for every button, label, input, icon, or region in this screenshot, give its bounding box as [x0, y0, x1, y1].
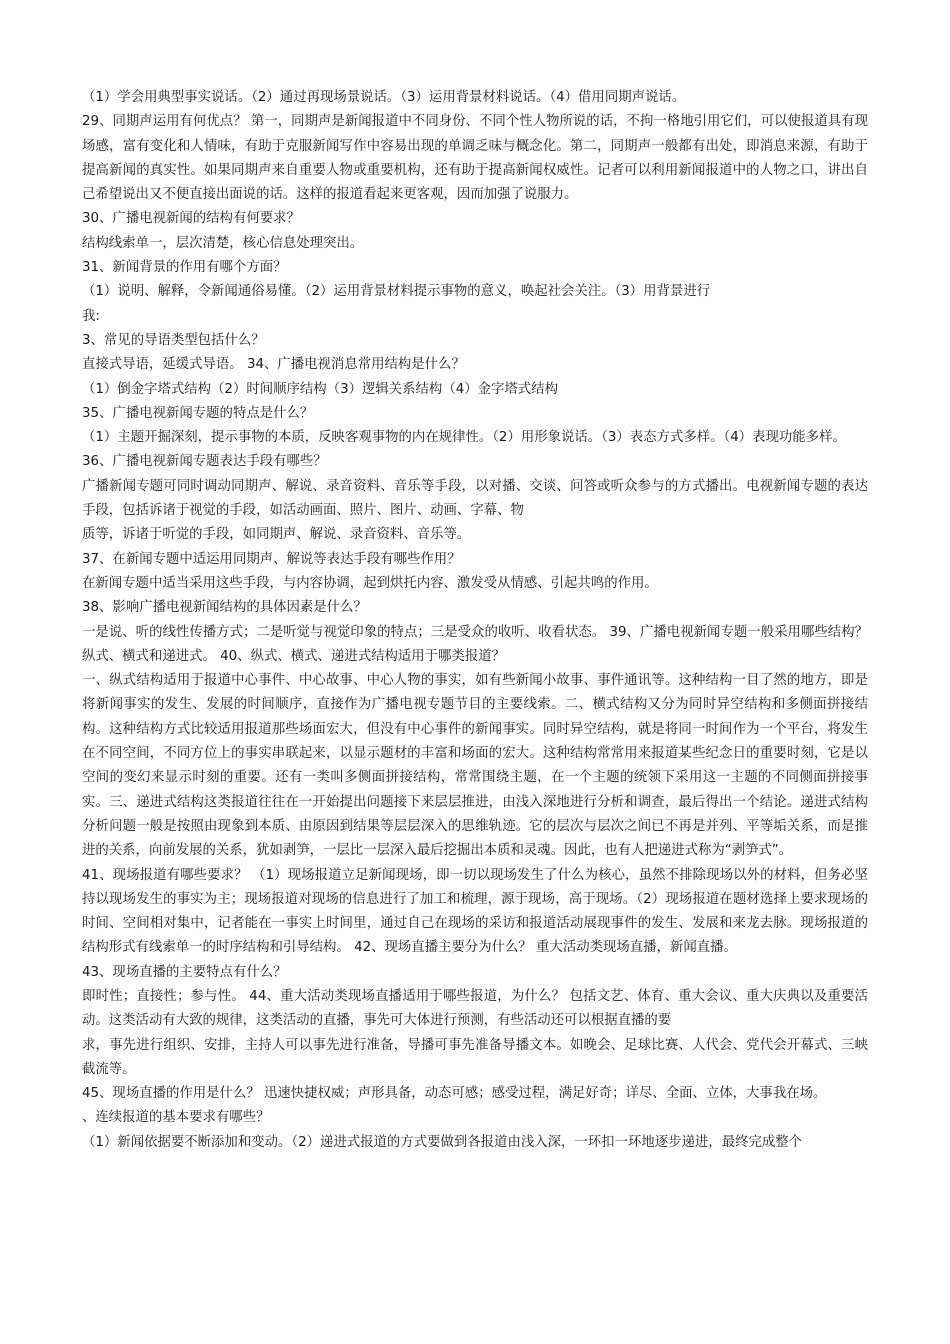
text-line: 一、纵式结构适用于报道中心事件、中心故事、中心人物的事实，如有些新闻小故事、事件通讯等。这种结构一目了然的地方，即是将新闻事实的发生、发展的时间顺序，直接作为广播电视专题节目的主要线索。二、横式结构又分为同时异空结构和多侧面拼接结构。这种结构方式比较适用报道那些场面宏大，但没有中心事件的新闻事实。同时异空结构，就是将同一时间作为一个平台，将发生在不同空间，不同方位上的事实串联起来，以显示题材的丰富和场面的宏大。这种结构常常用来报道某些纪念日的重要时刻，它是以空间的变幻来显示时刻的重要。还有一类叫多侧面拼接结构，常常围绕主题，在一个主题的统领下采用这一主题的不同侧面拼接事实。三、递进式结构这类报道往往在一开始提出问题接下来层层推进，由浅入深地进行分析和调查，最后得出一个结论。递进式结构分析问题一般是按照由现象到本质、由原因到结果等层层深入的思维轨迹。它的层次与层次之间已不再是并列、平等垢关系，而是推进的关系，向前发展的关系，犹如剥笋，一层比一层深入最后挖掘出本质和灵魂。因此，也有人把递进式称为“剥笋式”。	[82, 673, 868, 859]
text-line: 在新闻专题中适当采用这些手段，与内容协调，起到烘托内容、激发受从情感、引起共鸣的作用。	[82, 575, 658, 591]
text-line: （1）主题开掘深刻，提示事物的本质，反映客观事物的内在规律性。（2）用形象说话。（3）表态方式多样。（4）表现功能多样。	[82, 430, 846, 446]
text-line: 3、常见的导语类型包括什么？	[82, 332, 265, 348]
text-line: （1）新闻依据要不断添加和变动。（2）递进式报道的方式要做到各报道由浅入深，一环扣一环地逐步递进，最终完成整个	[82, 1134, 803, 1150]
text-line: 质等，诉诸于听觉的手段，如同期声、解说、录音资料、音乐等。	[82, 527, 471, 543]
text-line: 一是说、听的线性传播方式；二是听觉与视觉印象的特点；三是受众的收听、收看状态。 39、广播电视新闻专题一般采用哪些结构？ 纵式、横式和递进式。 40、纵式、横式、递进式结构适用于哪类报道？	[82, 624, 868, 664]
text-line: （1）说明、解释，令新闻通俗易懂。（2）运用背景材料提示事物的意义，唤起社会关注。（3）用背景进行	[82, 284, 711, 300]
text-line: 、连续报道的基本要求有哪些？	[82, 1110, 270, 1126]
text-line: 38、影响广播电视新闻结构的具体因素是什么？	[82, 600, 367, 616]
text-line: 我:	[82, 308, 100, 324]
text-line: 36、广播电视新闻专题表达手段有哪些？	[82, 454, 327, 470]
text-line: 35、广播电视新闻专题的特点是什么？	[82, 405, 314, 421]
text-line: （1）倒金字塔式结构（2）时间顺序结构（3）逻辑关系结构（4）金字塔式结构	[82, 381, 558, 397]
text-line: 37、在新闻专题中适运用同期声、解说等表达手段有哪些作用？	[82, 551, 461, 567]
text-line: 43、现场直播的主要特点有什么？	[82, 964, 287, 980]
text-line: 30、广播电视新闻的结构有何要求？	[82, 211, 300, 227]
text-line: 45、现场直播的作用是什么？ 迅速快捷权威；声形具备，动态可感；感受过程，满足好奇；详尽、全面、立体，大事我在场。	[82, 1086, 827, 1102]
text-line: 29、同期声运用有何优点？ 第一，同期声是新闻报道中不同身份、不同个性人物所说的话，不拘一格地引用它们，可以使报道具有现场感，富有变化和人情味，有助于克服新闻写作中容易出现的单调乏味与概念化。第二，同期声一般都有出处，即消息来源，有助于提高新闻的真实性。如果同期声来自重要人物或重要机构，还有助于提高新闻权威性。记者可以利用新闻报道中的人物之口，讲出自己希望说出又不便直接出面说的话。这样的报道看起来更客观，因而加强了说服力。	[82, 114, 868, 203]
text-line: 广播新闻专题可同时调动同期声、解说、录音资料、音乐等手段，以对播、交谈、问答或听众参与的方式播出。电视新闻专题的表达手段，包括诉诸于视觉的手段，如活动画面、照片、图片、动画、字幕、物	[82, 478, 868, 519]
text-line: 直接式导语，延缓式导语。 34、广播电视消息常用结构是什么？	[82, 357, 465, 373]
text-line: 结构线索单一，层次清楚，核心信息处理突出。	[82, 235, 364, 251]
text-line: 31、新闻背景的作用有哪个方面？	[82, 260, 287, 276]
text-line: 求，事先进行组织、安排，主持人可以事先进行准备，导播可事先准备导播文本。如晚会、足球比赛、人代会、党代会开幕式、三峡截流等。	[82, 1037, 868, 1077]
text-line: 41、现场报道有哪些要求？ （1）现场报道立足新闻现场，即一切以现场发生了什么为核心，虽然不排除现场以外的材料，但务必坚持以现场发生的事实为主；现场报道对现场的信息进行了加工和梳理，源于现场，高于现场。（2）现场报道在题材选择上要求现场的时间、空间相对集中，记者能在一事实上时间里，通过自己在现场的采访和报道活动展现事件的发生、发展和来龙去脉。现场报道的结构形式有线索单一的时序结构和引导结构。 42、现场直播主要分为什么？ 重大活动类现场直播，新闻直播。	[82, 867, 868, 956]
text-line: （1）学会用典型事实说话。（2）通过再现场景说话。（3）运用背景材料说话。（4）借用同期声说话。	[82, 90, 686, 105]
text-line: 即时性；直接性；参与性。 44、重大活动类现场直播适用于哪些报道，为什么？ 包括文艺、体育、重大会议、重大庆典以及重要活动。这类活动有大致的规律，这类活动的直播，事先可大体进行预测，有些活动还可以根据直播的要	[82, 988, 868, 1029]
